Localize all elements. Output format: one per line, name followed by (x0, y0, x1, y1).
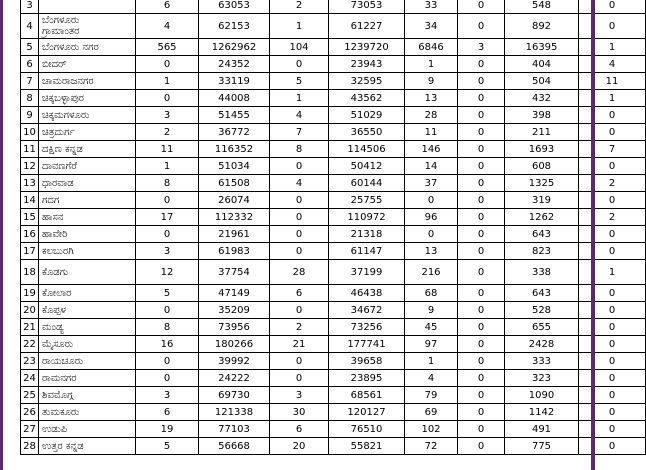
col-1-cell: 0 (136, 56, 199, 73)
col-1-cell: 6 (136, 404, 199, 421)
col-4-cell: 51029 (329, 107, 405, 124)
district-name-cell: ಮೈಸೂರು (39, 336, 136, 353)
col-5-cell: 68 (405, 285, 458, 302)
district-name-cell: ಕಲಬುರಗಿ (39, 243, 136, 260)
col-7-cell: 643 (505, 285, 579, 302)
col-5-cell: 1 (405, 353, 458, 370)
col-7-cell: 338 (505, 260, 579, 285)
row-number-cell: 11 (21, 141, 39, 158)
col-4-cell: 120127 (329, 404, 405, 421)
col-7-cell: 608 (505, 158, 579, 175)
col-4-cell: 73053 (329, 0, 405, 14)
col-6-cell: 0 (458, 14, 505, 39)
col-3-cell: 30 (270, 404, 329, 421)
col-7-cell: 655 (505, 319, 579, 336)
col-7-cell: 1693 (505, 141, 579, 158)
row-number-cell: 16 (21, 226, 39, 243)
col-8-cell: 1 (579, 90, 646, 107)
col-1-cell: 1 (136, 73, 199, 90)
col-6-cell: 0 (458, 260, 505, 285)
col-6-cell: 0 (458, 107, 505, 124)
col-2-cell: 73956 (199, 319, 270, 336)
col-1-cell: 0 (136, 226, 199, 243)
col-8-cell: 7 (579, 141, 646, 158)
district-name-cell: ಚಾಮರಾಜನಗರ (39, 73, 136, 90)
table-row (21, 336, 646, 353)
district-name-cell: ಹಾವೇರಿ (39, 226, 136, 243)
col-1-cell: 3 (136, 107, 199, 124)
col-2-cell: 56668 (199, 438, 270, 455)
col-1-cell: 3 (136, 387, 199, 404)
row-number-cell: 22 (21, 336, 39, 353)
table-row (21, 124, 646, 141)
col-6-cell: 0 (458, 370, 505, 387)
col-4-cell: 68561 (329, 387, 405, 404)
col-7-cell: 823 (505, 243, 579, 260)
col-7-cell: 504 (505, 73, 579, 90)
district-name-cell: ಚಿಕ್ಕಮಗಳೂರು (39, 107, 136, 124)
col-1-cell: 6 (136, 0, 199, 14)
table-row (21, 260, 646, 285)
col-6-cell: 3 (458, 39, 505, 56)
row-number-cell: 18 (21, 260, 39, 285)
col-3-cell: 20 (270, 438, 329, 455)
col-6-cell: 0 (458, 0, 505, 14)
col-4-cell: 177741 (329, 336, 405, 353)
col-2-cell: 116352 (199, 141, 270, 158)
col-1-cell: 0 (136, 370, 199, 387)
row-number-cell: 13 (21, 175, 39, 192)
col-3-cell: 5 (270, 73, 329, 90)
district-name-cell (39, 0, 136, 14)
district-name-cell: ಶಿವಮೊಗ್ಗ (39, 387, 136, 404)
col-3-cell: 0 (270, 302, 329, 319)
col-7-cell: 16395 (505, 39, 579, 56)
col-8-cell: 0 (579, 0, 646, 14)
col-1-cell: 1 (136, 158, 199, 175)
table-row (21, 243, 646, 260)
col-3-cell: 0 (270, 192, 329, 209)
col-1-cell: 565 (136, 39, 199, 56)
col-8-cell: 1 (579, 39, 646, 56)
col-5-cell: 33 (405, 0, 458, 14)
col-4-cell: 61227 (329, 14, 405, 39)
col-1-cell: 2 (136, 124, 199, 141)
col-1-cell: 8 (136, 319, 199, 336)
col-2-cell: 24222 (199, 370, 270, 387)
col-5-cell: 0 (405, 192, 458, 209)
col-8-cell: 0 (579, 421, 646, 438)
col-6-cell: 0 (458, 73, 505, 90)
col-7-cell: 775 (505, 438, 579, 455)
row-number-cell: 10 (21, 124, 39, 141)
table-row (21, 387, 646, 404)
table-row (21, 421, 646, 438)
col-2-cell: 21961 (199, 226, 270, 243)
col-1-cell: 11 (136, 141, 199, 158)
col-3-cell: 3 (270, 387, 329, 404)
col-5-cell: 146 (405, 141, 458, 158)
col-1-cell: 4 (136, 14, 199, 39)
col-8-cell: 2 (579, 209, 646, 226)
col-6-cell: 0 (458, 56, 505, 73)
col-2-cell: 121338 (199, 404, 270, 421)
col-5-cell: 9 (405, 302, 458, 319)
col-1-cell: 12 (136, 260, 199, 285)
col-1-cell: 0 (136, 302, 199, 319)
col-1-cell: 8 (136, 175, 199, 192)
col-2-cell: 33119 (199, 73, 270, 90)
row-number-cell: 4 (21, 14, 39, 39)
table-row (21, 175, 646, 192)
col-5-cell: 13 (405, 243, 458, 260)
col-5-cell: 28 (405, 107, 458, 124)
col-2-cell: 62153 (199, 14, 270, 39)
col-4-cell: 39658 (329, 353, 405, 370)
col-7-cell: 528 (505, 302, 579, 319)
col-6-cell: 0 (458, 175, 505, 192)
table-row (21, 226, 646, 243)
district-name-cell: ದಕ್ಷಿಣ ಕನ್ನಡ (39, 141, 136, 158)
col-8-cell: 11 (579, 73, 646, 90)
row-number-cell: 8 (21, 90, 39, 107)
col-5-cell: 34 (405, 14, 458, 39)
col-8-cell: 0 (579, 226, 646, 243)
col-3-cell: 21 (270, 336, 329, 353)
col-4-cell: 76510 (329, 421, 405, 438)
row-number-cell: 25 (21, 387, 39, 404)
col-7-cell: 643 (505, 226, 579, 243)
col-1-cell: 19 (136, 421, 199, 438)
col-7-cell: 491 (505, 421, 579, 438)
table-row (21, 209, 646, 226)
col-3-cell: 0 (270, 56, 329, 73)
table-row (21, 141, 646, 158)
col-2-cell: 61983 (199, 243, 270, 260)
col-5-cell: 102 (405, 421, 458, 438)
col-3-cell: 4 (270, 107, 329, 124)
row-number-cell: 6 (21, 56, 39, 73)
col-5-cell: 97 (405, 336, 458, 353)
col-8-cell: 0 (579, 302, 646, 319)
col-4-cell: 23943 (329, 56, 405, 73)
col-5-cell: 4 (405, 370, 458, 387)
col-6-cell: 0 (458, 387, 505, 404)
col-6-cell: 0 (458, 353, 505, 370)
row-number-cell: 3 (21, 0, 39, 14)
col-4-cell: 43562 (329, 90, 405, 107)
col-2-cell: 35209 (199, 302, 270, 319)
col-5-cell: 216 (405, 260, 458, 285)
col-3-cell: 4 (270, 175, 329, 192)
col-5-cell: 14 (405, 158, 458, 175)
district-name-cell: ಕೊಡಗು (39, 260, 136, 285)
col-4-cell: 1239720 (329, 39, 405, 56)
row-number-cell: 28 (21, 438, 39, 455)
col-4-cell: 46438 (329, 285, 405, 302)
col-8-cell: 0 (579, 370, 646, 387)
col-8-cell: 0 (579, 107, 646, 124)
col-7-cell: 432 (505, 90, 579, 107)
col-3-cell: 0 (270, 353, 329, 370)
col-7-cell: 548 (505, 0, 579, 14)
col-2-cell: 51034 (199, 158, 270, 175)
district-name-cell: ಬೆಂಗಳೂರು ಗ್ರಾಮಾಂತರ (39, 14, 136, 39)
col-8-cell: 0 (579, 336, 646, 353)
district-name-cell: ರಾಮನಗರ (39, 370, 136, 387)
col-1-cell: 5 (136, 438, 199, 455)
table-row (21, 14, 646, 39)
col-3-cell: 1 (270, 90, 329, 107)
col-4-cell: 25755 (329, 192, 405, 209)
col-6-cell: 0 (458, 336, 505, 353)
col-6-cell: 0 (458, 285, 505, 302)
col-2-cell: 24352 (199, 56, 270, 73)
col-5-cell: 72 (405, 438, 458, 455)
col-5-cell: 9 (405, 73, 458, 90)
table-row (21, 302, 646, 319)
col-3-cell: 0 (270, 243, 329, 260)
table-row (21, 56, 646, 73)
col-1-cell: 5 (136, 285, 199, 302)
col-2-cell: 180266 (199, 336, 270, 353)
col-8-cell: 0 (579, 387, 646, 404)
district-name-cell: ರಾಯಚೂರು (39, 353, 136, 370)
row-number-cell: 12 (21, 158, 39, 175)
district-covid-table (20, 0, 646, 455)
col-7-cell: 1325 (505, 175, 579, 192)
col-5-cell: 11 (405, 124, 458, 141)
table-row (21, 285, 646, 302)
district-name-cell: ಕೊಪ್ಪಳ (39, 302, 136, 319)
col-4-cell: 34672 (329, 302, 405, 319)
table-row (21, 0, 646, 14)
row-number-cell: 26 (21, 404, 39, 421)
col-3-cell: 6 (270, 285, 329, 302)
col-2-cell: 47149 (199, 285, 270, 302)
col-8-cell: 0 (579, 243, 646, 260)
row-number-cell: 17 (21, 243, 39, 260)
col-6-cell: 0 (458, 319, 505, 336)
table-row (21, 73, 646, 90)
col-5-cell: 96 (405, 209, 458, 226)
col-4-cell: 110972 (329, 209, 405, 226)
col-2-cell: 61508 (199, 175, 270, 192)
col-8-cell: 0 (579, 124, 646, 141)
col-8-cell: 0 (579, 14, 646, 39)
col-6-cell: 0 (458, 141, 505, 158)
col-5-cell: 13 (405, 90, 458, 107)
col-2-cell: 37754 (199, 260, 270, 285)
col-5-cell: 6846 (405, 39, 458, 56)
col-7-cell: 333 (505, 353, 579, 370)
col-6-cell: 0 (458, 421, 505, 438)
col-8-cell: 2 (579, 175, 646, 192)
row-number-cell: 24 (21, 370, 39, 387)
row-number-cell: 9 (21, 107, 39, 124)
col-6-cell: 0 (458, 226, 505, 243)
col-4-cell: 37199 (329, 260, 405, 285)
col-3-cell: 0 (270, 158, 329, 175)
col-4-cell: 23895 (329, 370, 405, 387)
col-6-cell: 0 (458, 209, 505, 226)
table-row (21, 158, 646, 175)
col-4-cell: 36550 (329, 124, 405, 141)
col-4-cell: 61147 (329, 243, 405, 260)
col-7-cell: 1262 (505, 209, 579, 226)
col-7-cell: 892 (505, 14, 579, 39)
district-name-cell: ಚಿತ್ರದುರ್ಗ (39, 124, 136, 141)
col-3-cell: 7 (270, 124, 329, 141)
col-7-cell: 1090 (505, 387, 579, 404)
table-row (21, 370, 646, 387)
col-7-cell: 1142 (505, 404, 579, 421)
col-8-cell: 1 (579, 260, 646, 285)
col-7-cell: 2428 (505, 336, 579, 353)
col-6-cell: 0 (458, 158, 505, 175)
col-2-cell: 44008 (199, 90, 270, 107)
col-3-cell: 0 (270, 370, 329, 387)
district-name-cell: ದಾವಣಗೆರೆ (39, 158, 136, 175)
table-row (21, 107, 646, 124)
district-name-cell: ಉಡುಪಿ (39, 421, 136, 438)
row-number-cell: 21 (21, 319, 39, 336)
col-3-cell: 0 (270, 226, 329, 243)
col-4-cell: 114506 (329, 141, 405, 158)
col-1-cell: 3 (136, 243, 199, 260)
col-6-cell: 0 (458, 404, 505, 421)
row-number-cell: 7 (21, 73, 39, 90)
col-3-cell: 2 (270, 0, 329, 14)
district-name-cell: ಗದಗ (39, 192, 136, 209)
col-2-cell: 26074 (199, 192, 270, 209)
col-8-cell: 0 (579, 404, 646, 421)
table-row (21, 438, 646, 455)
district-name-cell: ತುಮಕೂರು (39, 404, 136, 421)
col-3-cell: 8 (270, 141, 329, 158)
table-row (21, 39, 646, 56)
district-name-cell: ಕೋಲಾರ (39, 285, 136, 302)
col-6-cell: 0 (458, 124, 505, 141)
table-row (21, 353, 646, 370)
col-3-cell: 0 (270, 209, 329, 226)
col-5-cell: 37 (405, 175, 458, 192)
table-row (21, 192, 646, 209)
table-row (21, 319, 646, 336)
col-3-cell: 2 (270, 319, 329, 336)
col-1-cell: 0 (136, 192, 199, 209)
col-6-cell: 0 (458, 438, 505, 455)
col-1-cell: 0 (136, 353, 199, 370)
col-4-cell: 32595 (329, 73, 405, 90)
col-4-cell: 21318 (329, 226, 405, 243)
col-5-cell: 45 (405, 319, 458, 336)
col-2-cell: 36772 (199, 124, 270, 141)
col-7-cell: 404 (505, 56, 579, 73)
col-8-cell: 0 (579, 285, 646, 302)
col-8-cell: 0 (579, 353, 646, 370)
district-name-cell: ಬೆಂಗಳೂರು ನಗರ (39, 39, 136, 56)
col-3-cell: 1 (270, 14, 329, 39)
col-6-cell: 0 (458, 302, 505, 319)
district-name-cell: ಧಾರವಾಡ (39, 175, 136, 192)
col-1-cell: 17 (136, 209, 199, 226)
col-8-cell: 0 (579, 158, 646, 175)
row-number-cell: 23 (21, 353, 39, 370)
district-name-cell: ಚಿಕ್ಕಬಳ್ಳಾಪುರ (39, 90, 136, 107)
col-2-cell: 63053 (199, 0, 270, 14)
col-8-cell: 0 (579, 192, 646, 209)
col-6-cell: 0 (458, 90, 505, 107)
col-3-cell: 6 (270, 421, 329, 438)
col-2-cell: 1262962 (199, 39, 270, 56)
col-7-cell: 398 (505, 107, 579, 124)
table-row (21, 90, 646, 107)
district-name-cell: ಉತ್ತರ ಕನ್ನಡ (39, 438, 136, 455)
col-6-cell: 0 (458, 192, 505, 209)
col-7-cell: 319 (505, 192, 579, 209)
col-4-cell: 50412 (329, 158, 405, 175)
row-number-cell: 19 (21, 285, 39, 302)
col-5-cell: 79 (405, 387, 458, 404)
col-3-cell: 104 (270, 39, 329, 56)
row-number-cell: 14 (21, 192, 39, 209)
row-number-cell: 5 (21, 39, 39, 56)
col-2-cell: 39992 (199, 353, 270, 370)
col-4-cell: 55821 (329, 438, 405, 455)
col-8-cell: 0 (579, 438, 646, 455)
row-number-cell: 20 (21, 302, 39, 319)
col-4-cell: 60144 (329, 175, 405, 192)
district-name-cell: ಬೀದರ್ (39, 56, 136, 73)
col-1-cell: 16 (136, 336, 199, 353)
col-2-cell: 51455 (199, 107, 270, 124)
col-7-cell: 323 (505, 370, 579, 387)
row-number-cell: 27 (21, 421, 39, 438)
col-8-cell: 4 (579, 56, 646, 73)
col-5-cell: 0 (405, 226, 458, 243)
district-name-cell: ಹಾಸನ (39, 209, 136, 226)
col-4-cell: 73256 (329, 319, 405, 336)
row-number-cell: 15 (21, 209, 39, 226)
col-6-cell: 0 (458, 243, 505, 260)
col-5-cell: 69 (405, 404, 458, 421)
col-1-cell: 0 (136, 90, 199, 107)
col-3-cell: 28 (270, 260, 329, 285)
col-2-cell: 112332 (199, 209, 270, 226)
col-2-cell: 69730 (199, 387, 270, 404)
district-name-cell: ಮಂಡ್ಯ (39, 319, 136, 336)
col-8-cell: 0 (579, 319, 646, 336)
col-7-cell: 211 (505, 124, 579, 141)
col-5-cell: 1 (405, 56, 458, 73)
table-row (21, 404, 646, 421)
table-body (21, 0, 646, 455)
col-2-cell: 77103 (199, 421, 270, 438)
